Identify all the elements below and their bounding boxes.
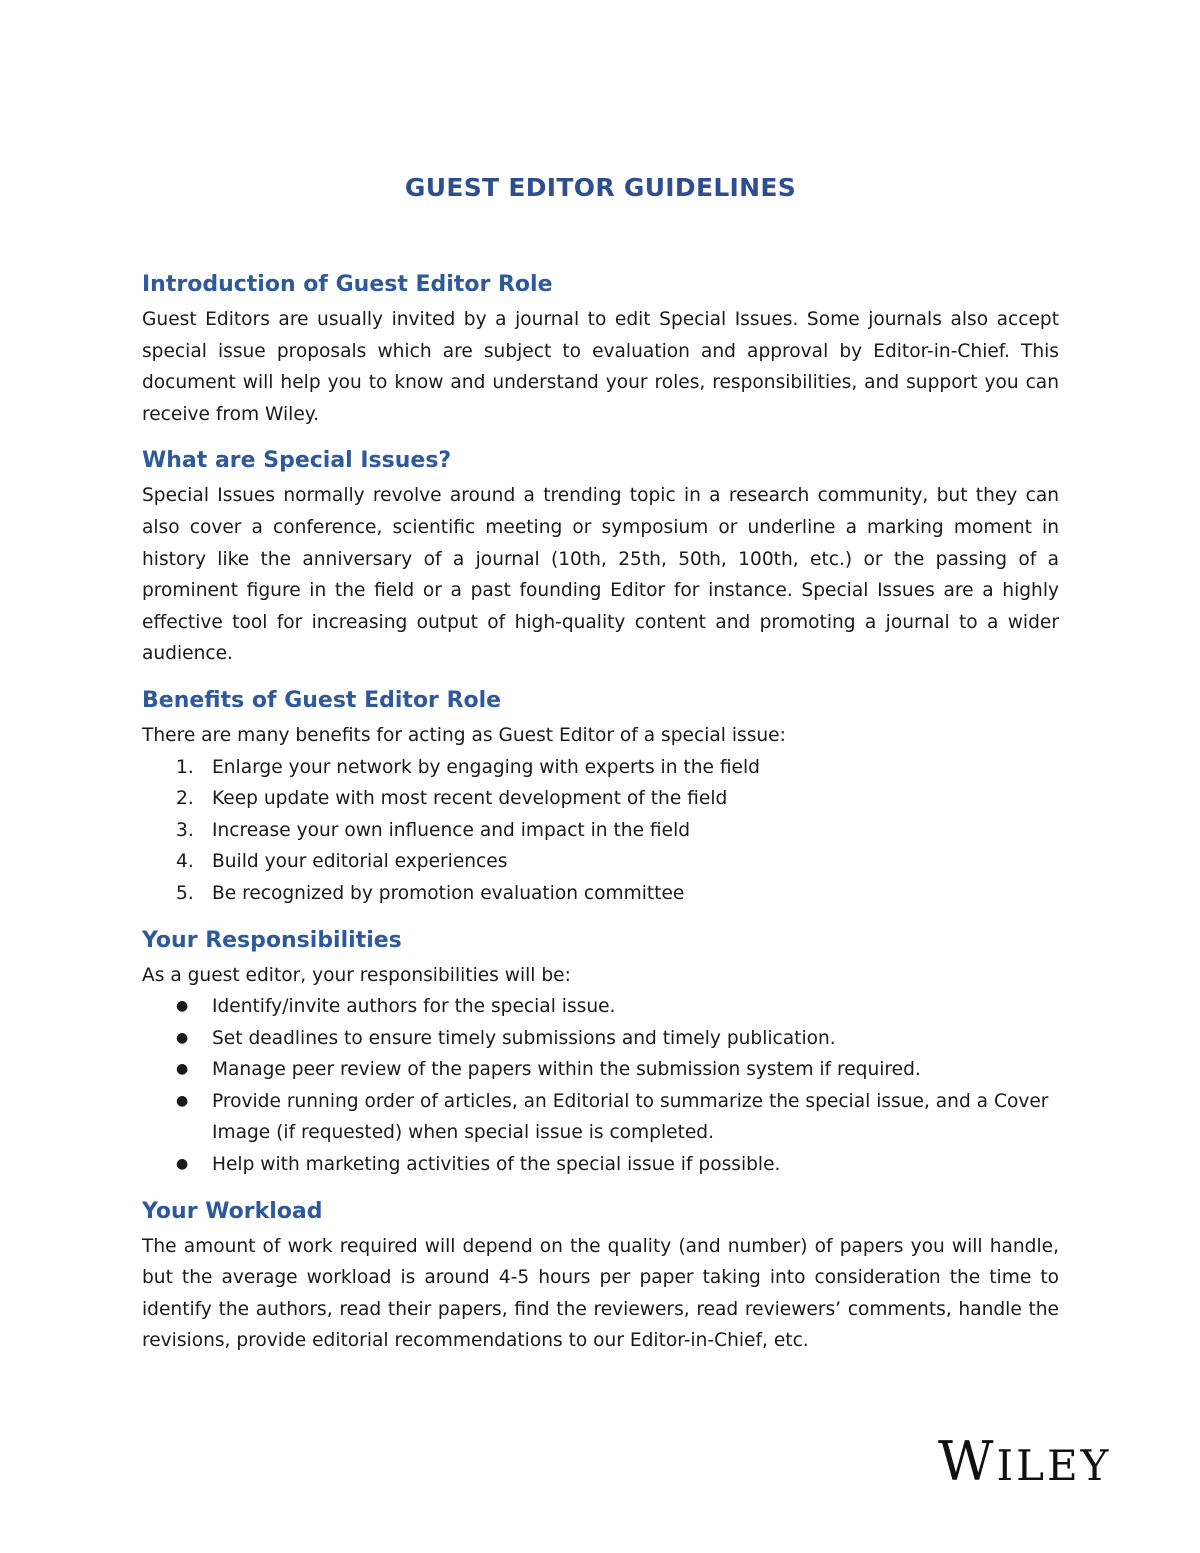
list-item — [142, 878, 1059, 910]
page-title: GUEST EDITOR GUIDELINES — [404, 173, 797, 202]
intro-paragraph: Guest Editors are usually invited by a journal to edit Special Issues. Some journals also accept special issue proposals which are subject to evaluation and approval by Editor-in-Chief. This document will help you to know and understand your roles, responsibilities, and support you can receive from Wiley. — [142, 309, 1059, 425]
list-item — [142, 1086, 1059, 1149]
special-issues-paragraph: Special Issues normally revolve around a trending topic in a research community, but they can also cover a conference, scientific meeting or symposium or underline a marking moment in history like the anniversary of a journal (10th, 25th, 50th, 100th, etc.) or the passing of a prominent figure in the field or a past founding Editor for instance. Special Issues are a highly effective tool for increasing output of high-quality content and promoting a journal to a wider audience. — [142, 485, 1059, 665]
list-number: 5. — [176, 882, 194, 904]
list-item-text: Set deadlines to ensure timely submissions and timely publication. — [212, 1027, 836, 1049]
list-item-text: Increase your own influence and impact in the field — [212, 819, 691, 841]
benefits-intro: There are many benefits for acting as Guest Editor of a special issue: — [142, 724, 786, 746]
wiley-logo — [938, 1432, 1111, 1496]
bullet-icon: ● — [176, 998, 189, 1015]
list-item-text: Be recognized by promotion evaluation committee — [212, 882, 685, 904]
list-item-text: Enlarge your network by engaging with experts in the field — [212, 756, 760, 778]
benefits-heading: Benefits of Guest Editor Role — [142, 687, 502, 713]
responsibilities-list — [142, 991, 1059, 1181]
list-number: 3. — [176, 819, 194, 841]
list-item — [142, 1054, 1059, 1086]
list-item — [142, 1149, 1059, 1181]
special-issues-heading: What are Special Issues? — [142, 448, 452, 474]
list-item — [142, 815, 1059, 847]
list-item — [142, 752, 1059, 784]
list-number: 2. — [176, 788, 194, 810]
list-item-text: Build your editorial experiences — [212, 851, 508, 873]
intro-heading: Introduction of Guest Editor Role — [142, 272, 553, 297]
list-number: 1. — [176, 756, 194, 778]
logo-rest: ILEY — [996, 1441, 1112, 1490]
list-item-text: Keep update with most recent development of the field — [212, 788, 728, 810]
list-item — [142, 1023, 1059, 1055]
bullet-icon: ● — [176, 1156, 189, 1173]
list-item — [142, 991, 1059, 1023]
list-item — [142, 783, 1059, 815]
responsibilities-intro: As a guest editor, your responsibilities will be: — [142, 964, 571, 986]
bullet-icon: ● — [176, 1061, 189, 1078]
benefits-list — [142, 752, 1059, 910]
list-item-text: Manage peer review of the papers within the submission system if required. — [212, 1059, 921, 1081]
logo-first-letter: W — [938, 1430, 997, 1493]
list-item-text: Identify/invite authors for the special issue. — [212, 996, 616, 1018]
workload-heading: Your Workload — [142, 1198, 323, 1224]
list-item-text: Help with marketing activities of the special issue if possible. — [212, 1154, 781, 1176]
document-page — [142, 168, 1059, 1373]
list-item — [142, 846, 1059, 878]
bullet-icon: ● — [176, 1029, 189, 1046]
list-item-text: Provide running order of articles, an Editorial to summarize the special issue, and a Cover Image (if requested) when special issue is completed. — [212, 1090, 1049, 1144]
responsibilities-heading: Your Responsibilities — [142, 927, 402, 953]
list-number: 4. — [176, 851, 194, 873]
bullet-icon: ● — [176, 1092, 189, 1109]
workload-paragraph: The amount of work required will depend on the quality (and number) of papers you will handle, but the average workload is around 4-5 hours per paper taking into consideration the time to identify the authors, read their papers, find the reviewers, read reviewers’ comments, handle the revisions, provide editorial recommendations to our Editor-in-Chief, etc. — [142, 1235, 1059, 1352]
